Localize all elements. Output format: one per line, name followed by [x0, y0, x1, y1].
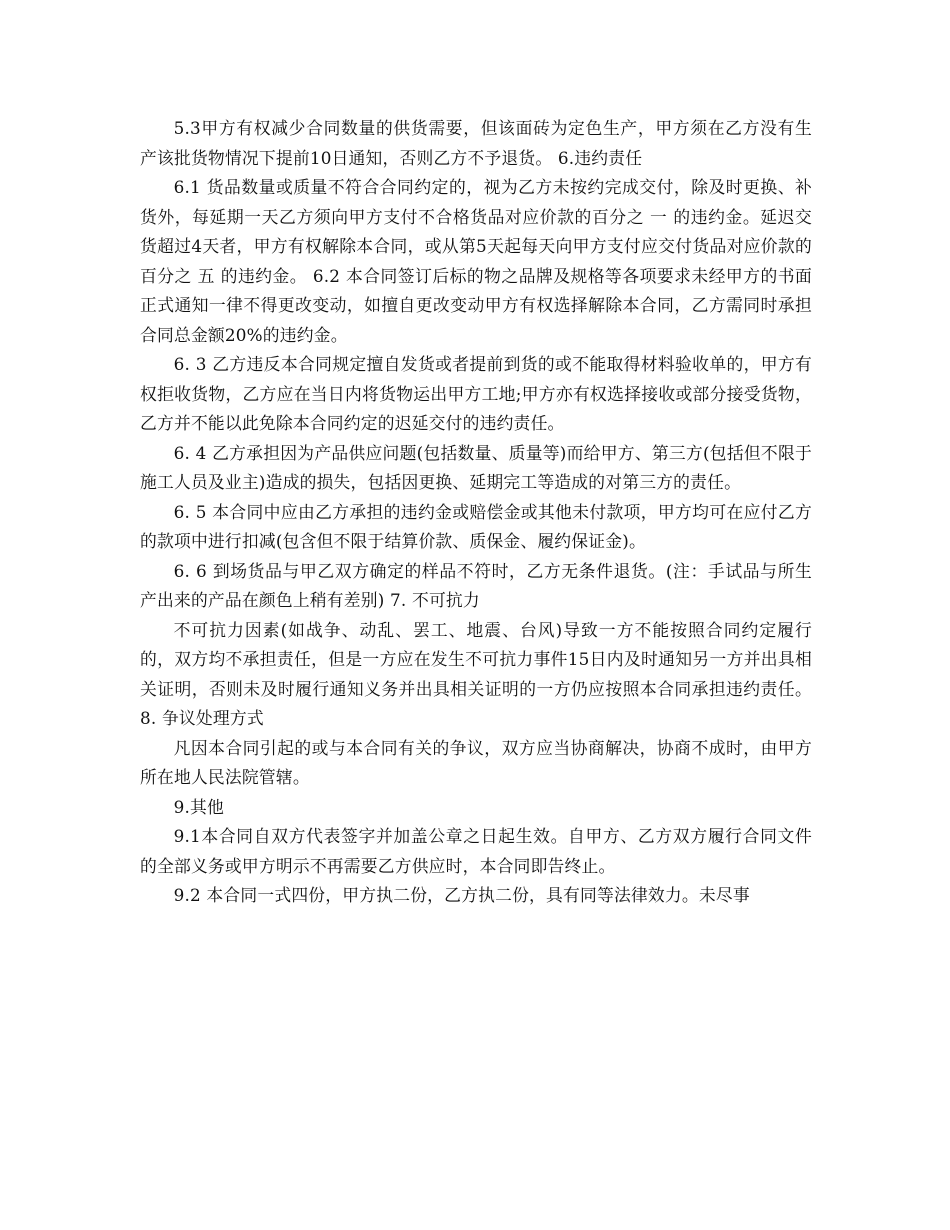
paragraph-force-majeure: 不可抗力因素(如战争、动乱、罢工、地震、台风)导致一方不能按照合同约定履行的，双方均不承担责任，但是一方应在发生不可抗力事件15日内及时通知另一方并出具相关证明，否则未及时履行通知义务并出具相关证明的一方仍应按照本合同承担违约责任。 8. 争议处理方式 [140, 619, 812, 728]
paragraph-9-2: 9.2 本合同一式四份，甲方执二份，乙方执二份，具有同等法律效力。未尽事 [173, 885, 750, 905]
paragraph-dispute: 凡因本合同引起的或与本合同有关的争议，双方应当协商解决，协商不成时，由甲方所在地人民法院管辖。 [140, 737, 812, 787]
section-heading-other: 9.其他 [173, 796, 224, 817]
paragraph-6-4: 6. 4 乙方承担因为产品供应问题(包括数量、质量等)而给甲方、第三方(包括但不限于施工人员及业主)造成的损失，包括因更换、延期完工等造成的对第三方的责任。 [140, 442, 812, 492]
document-body [140, 114, 812, 911]
paragraph-5-3: 5.3甲方有权减少合同数量的供货需要，但该面砖为定色生产，甲方须在乙方没有生产该批货物情况下提前10日通知，否则乙方不予退货。 6.违约责任 [140, 118, 812, 168]
paragraph-6-5: 6. 5 本合同中应由乙方承担的违约金或赔偿金或其他未付款项，甲方均可在应付乙方的款项中进行扣减(包含但不限于结算价款、质保金、履约保证金)。 [140, 501, 812, 551]
paragraph-6-1: 6.1 货品数量或质量不符合合同约定的，视为乙方未按约完成交付，除及时更换、补货外，每延期一天乙方须向甲方支付不合格货品对应价款的百分之 一 的违约金。延迟交货超过4天者，甲方有权解除本合同，或从第5天起每天向甲方支付应交付货品对应价款的百分之 五 的违约金。 6.2 本合同签订后标的物之品牌及规格等各项要求未经甲方的书面正式通知一律不得更改变动，如擅自更改变动甲方有权选择解除本合同，乙方需同时承担合同总金额20%的违约金。 [140, 177, 812, 345]
paragraph-6-3: 6. 3 乙方违反本合同规定擅自发货或者提前到货的或不能取得材料验收单的，甲方有权拒收货物，乙方应在当日内将货物运出甲方工地;甲方亦有权选择接收或部分接受货物，乙方并不能以此免除本合同约定的迟延交付的违约责任。 [140, 354, 812, 433]
paragraph-6-6: 6. 6 到场货品与甲乙双方确定的样品不符时，乙方无条件退货。(注：手试品与所生产出来的产品在颜色上稍有差别) 7. 不可抗力 [140, 560, 812, 610]
paragraph-9-1: 9.1本合同自双方代表签字并加盖公章之日起生效。自甲方、乙方双方履行合同文件的全部义务或甲方明示不再需要乙方供应时，本合同即告终止。 [140, 826, 812, 876]
